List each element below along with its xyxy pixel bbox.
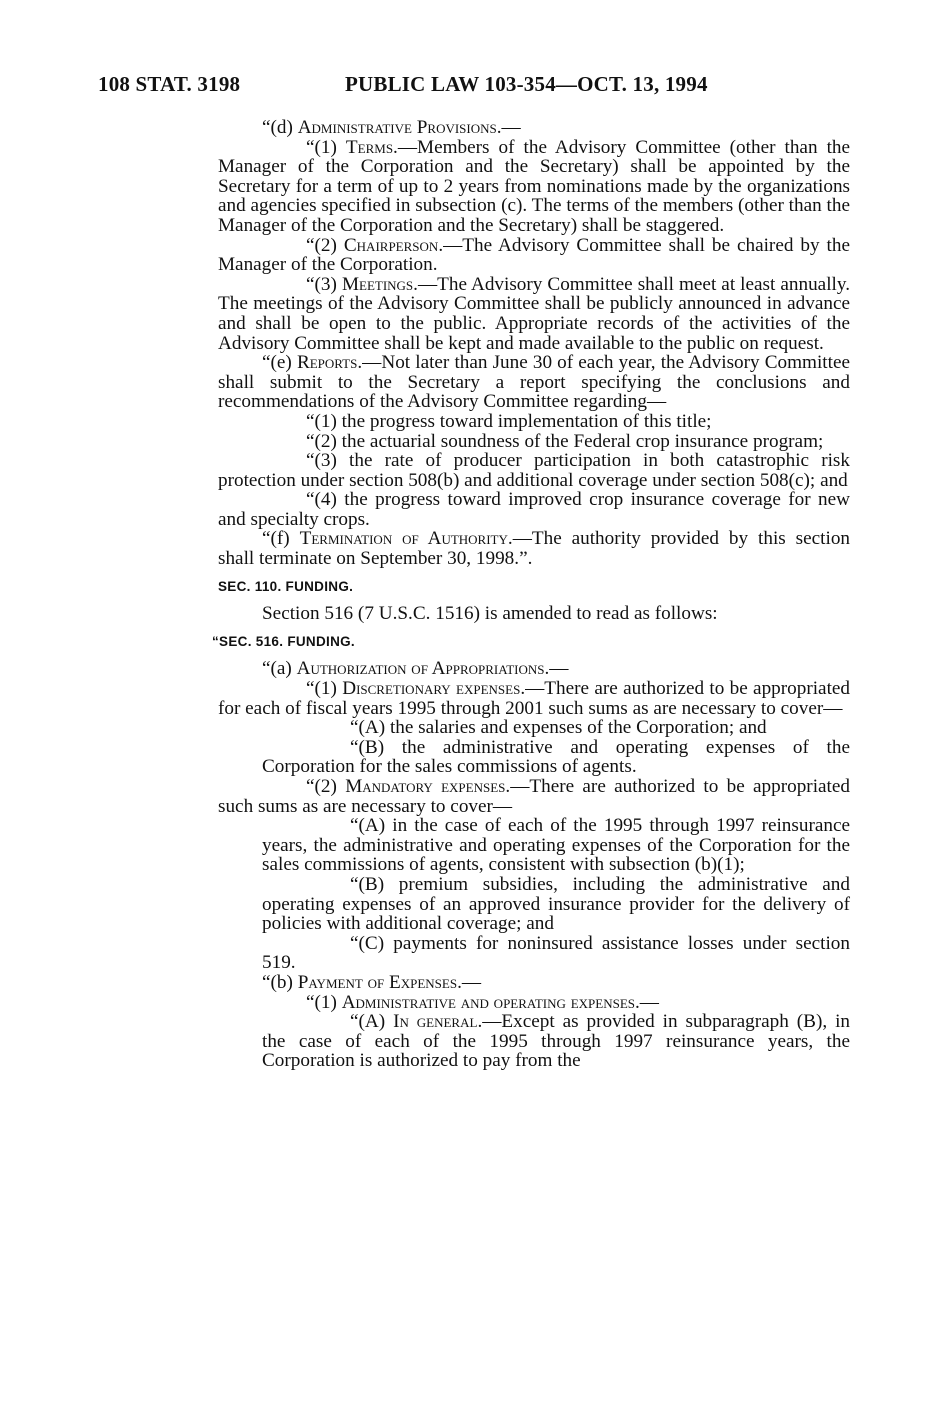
subparagraph-b1A: “(A) In general.—Except as provided in subparagraph (B), in the case of each of the 1995 through 1997 reinsurance years, the Corporation is authorized to pay from the	[262, 1011, 850, 1072]
subsection-d-heading: “(d) Administrative Provisions.—	[262, 117, 521, 138]
subsection-a-heading: “(a) Authorization of Appropriations.—	[262, 658, 569, 680]
document-body	[212, 117, 851, 1072]
paragraph-d3-meetings: “(3) Meetings.—The Advisory Committee shall meet at least annually. The meetings of the Advisory Committee shall be publicly announced in advance and shall be open to the public. Appropriate records of the activities of the Advisory Committee shall be kept and made available to the public on request.	[218, 273, 851, 354]
paragraph-e3: “(3) the rate of producer participation in both catastrophic risk protection under section 508(b) and additional coverage under section 508(c); and	[218, 450, 850, 491]
subparagraph-a2A: “(A) in the case of each of the 1995 through 1997 reinsurance years, the administrative and operating expenses of the Corporation for the sales commissions of agents, consistent with subsection (b)(1);	[262, 815, 850, 876]
subsection-e-reports: “(e) Reports.—Not later than June 30 of each year, the Advisory Committee shall submit to the Secretary a report specifying the conclusions and recommendations of the Advisory Committee regarding—	[218, 352, 851, 413]
subsection-b-heading: “(b) Payment of Expenses.—	[262, 971, 482, 993]
paragraph-e2: “(2) the actuarial soundness of the Federal crop insurance program;	[306, 430, 824, 452]
paragraph-d1-terms: “(1) Terms.—Members of the Advisory Committee (other than the Manager of the Corporation and the Secretary) shall be appointed by the Secretary for a term of up to 2 years from nominations made by the organizations and agencies specified in subsection (c). The terms of the members (other than the Manager of the Corporation and the Secretary) shall be staggered.	[218, 136, 851, 236]
subparagraph-a1A: “(A) the salaries and expenses of the Corporation; and	[350, 717, 767, 739]
paragraph-e1: “(1) the progress toward implementation of this title;	[306, 410, 712, 432]
section-110-heading: SEC. 110. FUNDING.	[218, 578, 354, 594]
statute-page-number: 108 STAT. 3198	[98, 72, 241, 96]
subparagraph-a2C: “(C) payments for noninsured assistance losses under section 519.	[262, 932, 850, 974]
paragraph-e4: “(4) the progress toward improved crop insurance coverage for new and specialty crops.	[218, 489, 850, 530]
paragraph-a2-mandatory: “(2) Mandatory expenses.—There are authorized to be appropriated such sums as are necessary to cover—	[218, 776, 850, 817]
running-header	[0, 72, 948, 102]
section-516-heading: “SEC. 516. FUNDING.	[212, 633, 355, 649]
public-law-citation: PUBLIC LAW 103-354—OCT. 13, 1994	[345, 72, 708, 96]
paragraph-b1-heading: “(1) Administrative and operating expenses.—	[306, 991, 659, 1013]
subparagraph-a1B: “(B) the administrative and operating expenses of the Corporation for the sales commissions of agents.	[262, 736, 850, 778]
paragraph-d2-chairperson: “(2) Chairperson.—The Advisory Committee shall be chaired by the Manager of the Corporation.	[218, 234, 850, 276]
paragraph-a1-discretionary: “(1) Discretionary expenses.—There are authorized to be appropriated for each of fiscal years 1995 through 2001 such sums as are necessary to cover—	[218, 678, 851, 719]
amendment-instruction: Section 516 (7 U.S.C. 1516) is amended to read as follows:	[262, 603, 718, 625]
subparagraph-a2B: “(B) premium subsidies, including the administrative and operating expenses of an approved insurance provider for the delivery of policies with additional coverage; and	[262, 873, 850, 935]
subsection-f-termination: “(f) Termination of Authority.—The authority provided by this section shall terminate on September 30, 1998.”.	[218, 528, 851, 570]
